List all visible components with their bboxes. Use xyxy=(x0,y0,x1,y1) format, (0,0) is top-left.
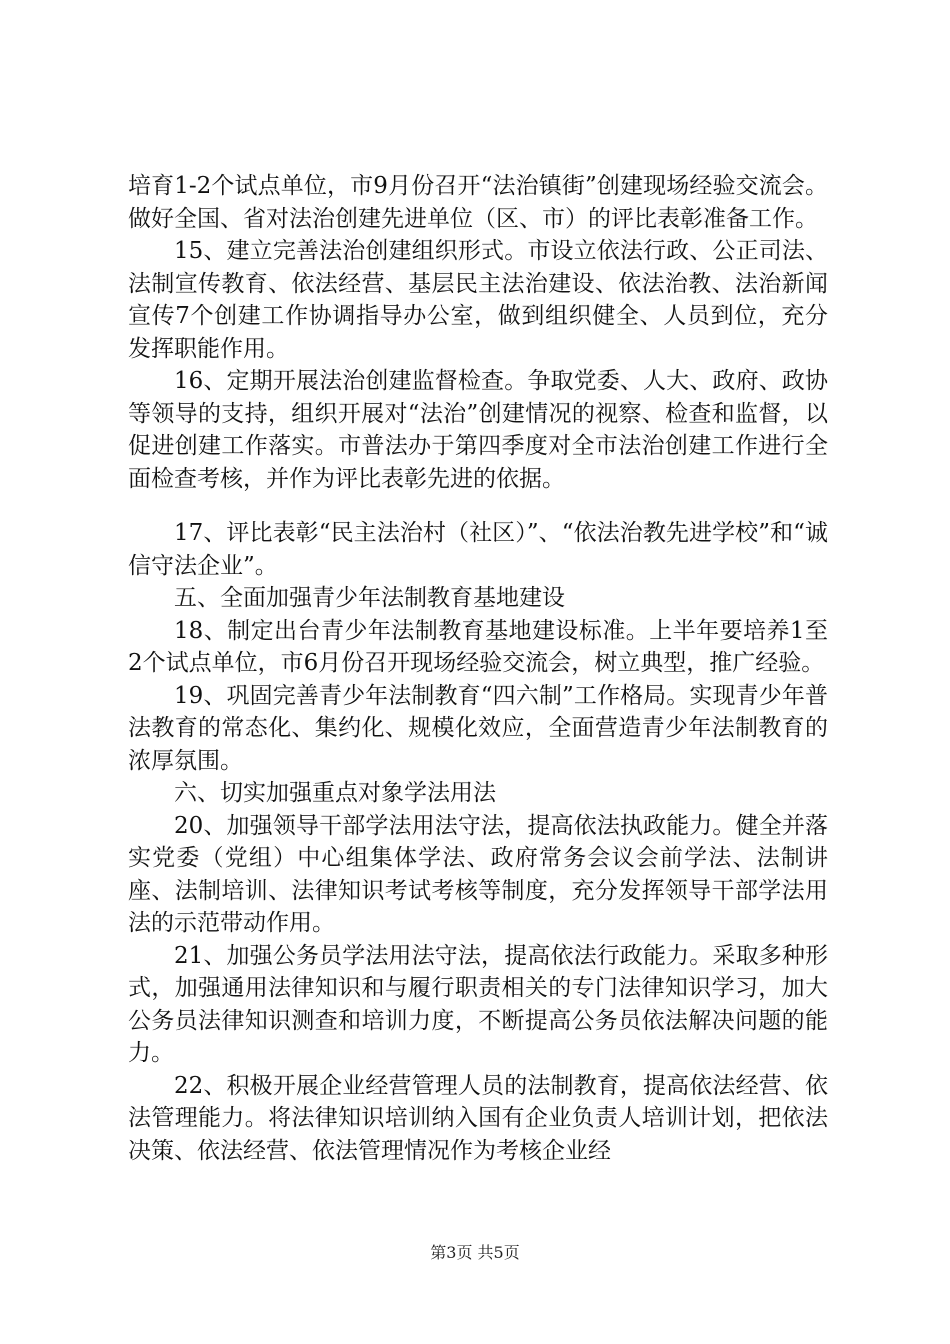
paragraph-18: 18、制定出台青少年法制教育基地建设标准。上半年要培养1至2个试点单位，市6月份召开现场经验交流会，树立典型，推广经验。 xyxy=(128,617,828,676)
document-body xyxy=(128,170,828,1167)
paragraph-20: 20、加强领导干部学法用法守法，提高依法执政能力。健全并落实党委（党组）中心组集体学法、政府常务会议会前学法、法制讲座、法制培训、法律知识考试考核等制度，充分发挥领导干部学法用法的示范带动作用。 xyxy=(128,812,828,936)
paragraph-gap xyxy=(128,495,828,517)
paragraph-19: 19、巩固完善青少年法制教育“四六制”工作格局。实现青少年普法教育的常态化、集约化、规模化效应，全面营造青少年法制教育的浓厚氛围。 xyxy=(128,682,828,774)
section-heading-5: 五、全面加强青少年法制教育基地建设 xyxy=(174,585,565,611)
paragraph-15: 15、建立完善法治创建组织形式。市设立依法行政、公正司法、法制宣传教育、依法经营、基层民主法治建设、依法治教、法治新闻宣传7个创建工作协调指导办公室，做到组织健全、人员到位，充分发挥职能作用。 xyxy=(128,238,828,362)
paragraph-16: 16、定期开展法治创建监督检查。争取党委、人大、政府、政协等领导的支持，组织开展对“法治”创建情况的视察、检查和监督，以促进创建工作落实。市普法办于第四季度对全市法治创建工作进行全面检查考核，并作为评比表彰先进的依据。 xyxy=(128,368,828,492)
page-footer: 第3页 共5页 xyxy=(430,1243,520,1262)
section-heading-6: 六、切实加强重点对象学法用法 xyxy=(174,780,496,806)
paragraph-17: 17、评比表彰“民主法治村（社区）”、“依法治教先进学校”和“诚信守法企业”。 xyxy=(128,520,828,579)
paragraph-22: 22、积极开展企业经营管理人员的法制教育，提高依法经营、依法管理能力。将法律知识培训纳入国有企业负责人培训计划，把依法决策、依法经营、依法管理情况作为考核企业经 xyxy=(128,1072,828,1164)
paragraph-1: 培育1-2个试点单位，市9月份召开“法治镇街”创建现场经验交流会。做好全国、省对法治创建先进单位（区、市）的评比表彰准备工作。 xyxy=(128,173,828,232)
paragraph-21: 21、加强公务员学法用法守法，提高依法行政能力。采取多种形式，加强通用法律知识和与履行职责相关的专门法律知识学习，加大公务员法律知识测查和培训力度，不断提高公务员依法解决问题的能力。 xyxy=(128,942,828,1066)
